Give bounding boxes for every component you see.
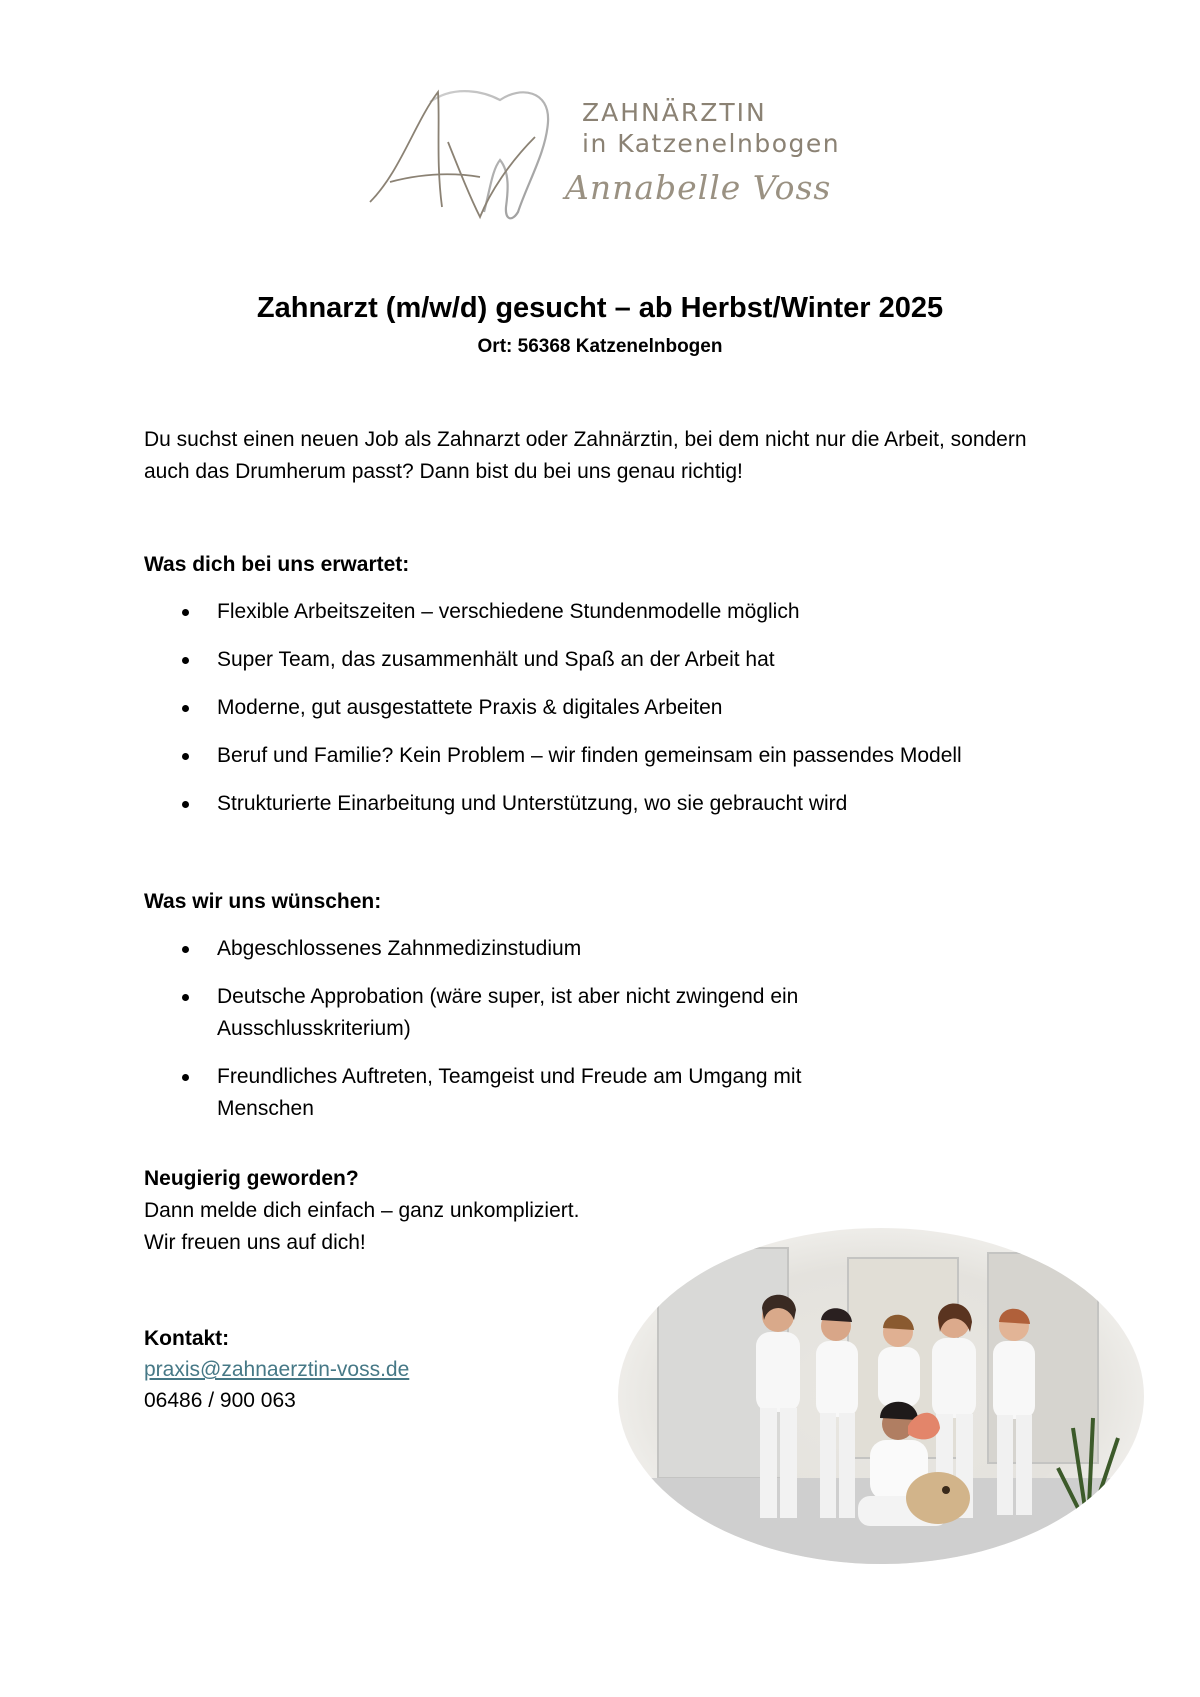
list-item: Freundliches Auftreten, Teamgeist und Freude am Umgang mit Menschen xyxy=(144,1061,904,1125)
tooth-monogram-icon xyxy=(360,82,580,232)
logo-signature: Annabelle Voss xyxy=(565,168,832,207)
list-item: Super Team, das zusammenhält und Spaß an der Arbeit hat xyxy=(144,644,1084,676)
bullet-icon xyxy=(182,753,189,760)
team-photo xyxy=(618,1228,1144,1564)
cta-line: Wir freuen uns auf dich! xyxy=(144,1231,366,1254)
email-link[interactable]: praxis@zahnaerztin-voss.de xyxy=(144,1358,410,1381)
list-item: Beruf und Familie? Kein Problem – wir finden gemeinsam ein passendes Modell xyxy=(144,740,1084,772)
page-title: Zahnarzt (m/w/d) gesucht – ab Herbst/Winter 2025 xyxy=(256,292,944,324)
logo-title: ZAHNÄRZTIN xyxy=(582,98,767,127)
phone-number: 06486 / 900 063 xyxy=(144,1389,296,1412)
offers-list xyxy=(144,596,1084,836)
list-item: Deutsche Approbation (wäre super, ist aber nicht zwingend ein Ausschlusskriterium) xyxy=(144,981,904,1045)
bullet-icon xyxy=(182,657,189,664)
bullet-icon xyxy=(182,609,189,616)
cta-line: Dann melde dich einfach – ganz unkompliziert. xyxy=(144,1199,580,1222)
cta-heading: Neugierig geworden? xyxy=(144,1167,359,1190)
bullet-icon xyxy=(182,946,189,953)
bullet-icon xyxy=(182,801,189,808)
list-item: Abgeschlossenes Zahnmedizinstudium xyxy=(144,933,904,965)
contact-heading: Kontakt: xyxy=(144,1327,230,1350)
bullet-icon xyxy=(182,1074,189,1081)
list-item: Moderne, gut ausgestattete Praxis & digitales Arbeiten xyxy=(144,692,1084,724)
intro-paragraph: Du suchst einen neuen Job als Zahnarzt oder Zahnärztin, bei dem nicht nur die Arbeit, sondern auch das Drumherum passt? Dann bist du bei uns genau richtig! xyxy=(144,428,1027,483)
location-subtitle: Ort: 56368 Katzenelnbogen xyxy=(477,336,723,357)
contact-block xyxy=(144,1323,409,1416)
bullet-icon xyxy=(182,994,189,1001)
bullet-icon xyxy=(182,705,189,712)
requirements-heading: Was wir uns wünschen: xyxy=(144,890,382,913)
practice-logo xyxy=(360,82,860,232)
call-to-action xyxy=(144,1163,579,1259)
requirements-list xyxy=(144,933,904,1141)
list-item: Flexible Arbeitszeiten – verschiedene Stundenmodelle möglich xyxy=(144,596,1084,628)
logo-location: in Katzenelnbogen xyxy=(582,129,841,158)
offers-heading: Was dich bei uns erwartet: xyxy=(144,553,410,576)
list-item: Strukturierte Einarbeitung und Unterstützung, wo sie gebraucht wird xyxy=(144,788,1084,820)
team-photo-illustration xyxy=(618,1228,1144,1564)
